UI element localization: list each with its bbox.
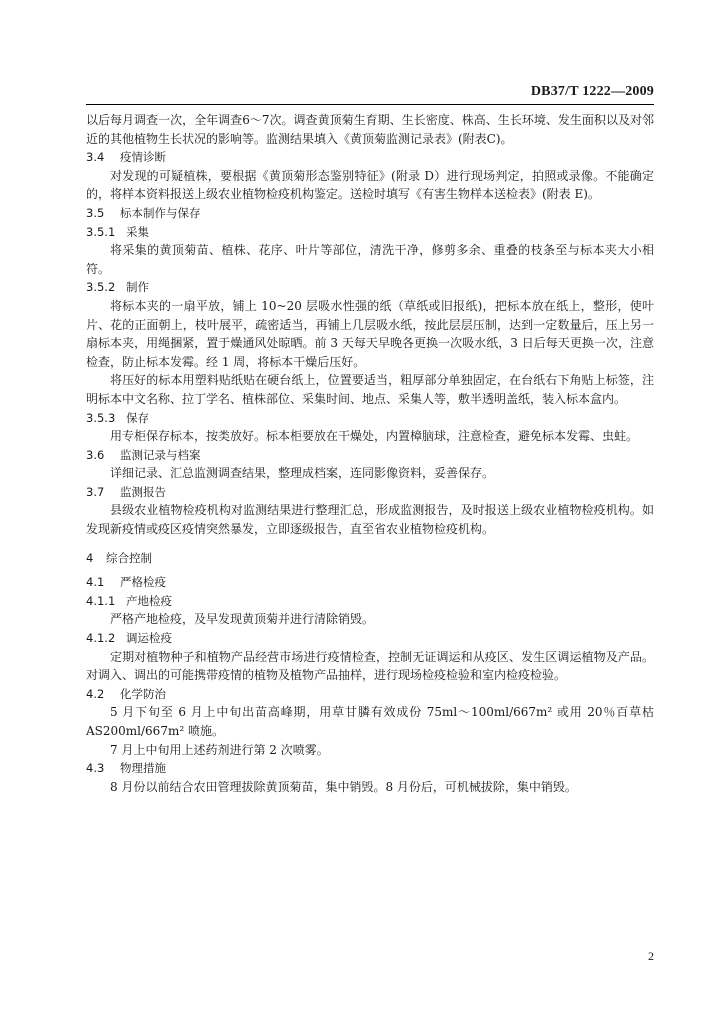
heading-3-5-3: 3.5.3 保存 [86,410,149,425]
heading-4-1: 4.1 严格检疫 [86,575,166,590]
heading-3-7: 3.7 监测报告 [86,484,166,499]
paragraph-3-6: 详细记录、汇总监测调查结果，整理成档案，连同影像资料，妥善保存。 [110,466,495,481]
page-number: 2 [648,949,654,963]
heading-3-6: 3.6 监测记录与档案 [86,447,201,462]
paragraph-4-2b: 7 月上中旬用上述药剂进行第 2 次喷雾。 [110,742,329,757]
paragraph-3-5-2b: 将压好的标本用塑料贴纸贴在硬台纸上，位置要适当，粗厚部分单独固定，在台纸右下角贴上标签，注明标本中文名称、拉丁学名、植株部位、采集时间、地点、采集人等，敷半透明盖纸，装入标本盒内。 [86,373,654,406]
heading-4: 4 综合控制 [86,550,152,565]
paragraph-3-5-3: 用专柜保存标本，按类放好。标本柜要放在干燥处，内置樟脑球，注意检查，避免标本发霉、虫蛀。 [110,429,639,444]
paragraph-3-5-1: 将采集的黄顶菊苗、植株、花序、叶片等部位，清洗干净，修剪多余、重叠的枝条至与标本夹大小相符。 [86,243,654,276]
paragraph-4-1-1: 严格产地检疫，及早发现黄顶菊并进行清除销毁。 [110,612,375,627]
heading-3-4: 3.4 疫情诊断 [86,150,166,165]
heading-3-5-2: 3.5.2 制作 [86,280,149,295]
heading-4-1-2: 4.1.2 调运检疫 [86,631,172,646]
paragraph-4-1-2: 定期对植物种子和植物产品经营市场进行疫情检查，控制无证调运和从疫区、发生区调运植物及产品。对调入、调出的可能携带疫情的植物及植物产品抽样，进行现场检疫检验和室内检疫检验。 [86,649,654,683]
paragraph-4-2a: 5 月下旬至 6 月上中旬出苗高峰期，用草甘膦有效成份 75ml～100ml/667m² 或用 20％百草枯 AS200ml/667m² 喷施。 [86,705,654,738]
heading-3-5-1: 3.5.1 采集 [86,224,149,239]
paragraph-3-7: 县级农业植物检疫机构对监测结果进行整理汇总，形成监测报告，及时报送上级农业植物检疫机构。如发现新疫情或疫区疫情突然暴发，立即逐级报告，直至省农业植物检疫机构。 [86,503,654,537]
document-body [86,111,654,796]
heading-4-1-1: 4.1.1 产地检疫 [86,593,172,608]
paragraph-3-4: 对发现的可疑植株，要根据《黄顶菊形态鉴别特征》(附录 D）进行现场判定，拍照或录像。不能确定的，将样本资料报送上级农业植物检疫机构鉴定。送检时填写《有害生物样本送检表》(附表 E)。 [86,168,654,202]
paragraph-intro: 以后每月调查一次，全年调查6～7次。调查黄顶菊生育期、生长密度、株高、生长环境、发生面积以及对邻近的其他植物生长状况的影响等。监测结果填入《黄顶菊监测记录表》(附表C)。 [86,113,654,146]
heading-3-5: 3.5 标本制作与保存 [86,205,201,220]
header-rule [86,104,654,105]
document-code-header: DB37/T 1222—2009 [530,84,654,99]
paragraph-3-5-2a: 将标本夹的一扇平放，铺上 10~20 层吸水性强的纸（草纸或旧报纸)，把标本放在纸上，整形，使叶片、花的正面朝上，枝叶展平，疏密适当，再铺上几层吸水纸，按此层层压制，达到一定数量后，压上另一扇标本夹，用绳捆紧，置于燥通风处晾晒。前 3 天每天早晚各更换一次吸水纸，3 日后每天更换一次，注意检查，防止标本发霉。经 1 周，将标本干燥后压好。 [86,298,654,369]
paragraph-4-3: 8 月份以前结合农田管理拔除黄顶菊苗，集中销毁。8 月份后，可机械拔除，集中销毁。 [110,779,577,794]
heading-4-3: 4.3 物理措施 [86,761,166,776]
heading-4-2: 4.2 化学防治 [86,686,166,701]
